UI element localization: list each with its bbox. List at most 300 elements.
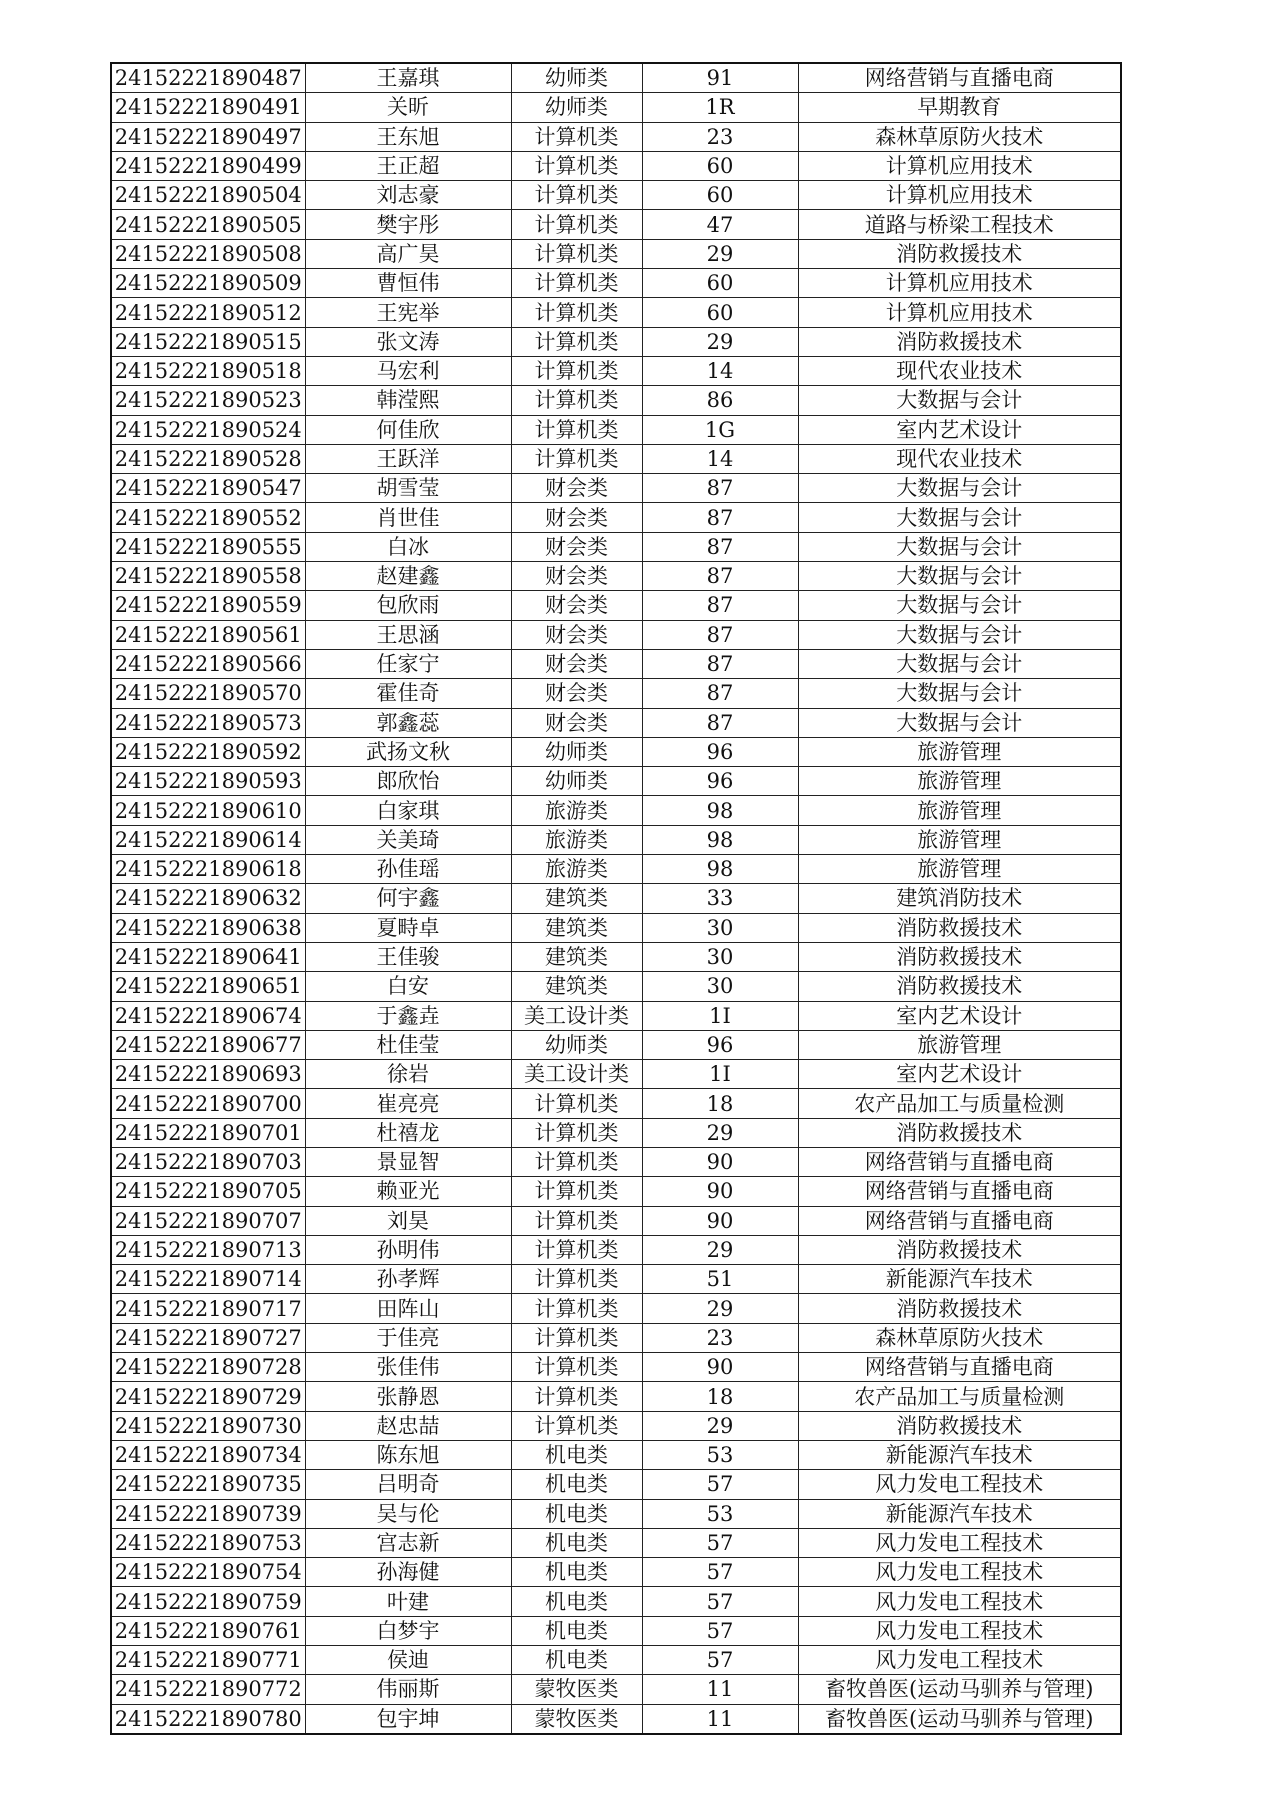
major-cell: 网络营销与直播电商 <box>798 63 1121 93</box>
major-cell: 消防救援技术 <box>798 942 1121 971</box>
table-row <box>111 913 1121 942</box>
category-cell: 计算机类 <box>511 298 642 327</box>
exam-id-cell: 24152221890618 <box>111 855 305 884</box>
table-row <box>111 63 1121 93</box>
document-page <box>110 62 1120 1735</box>
major-cell: 新能源汽车技术 <box>798 1499 1121 1528</box>
major-cell: 大数据与会计 <box>798 708 1121 737</box>
table-row <box>111 269 1121 298</box>
category-cell: 计算机类 <box>511 1323 642 1352</box>
category-cell: 计算机类 <box>511 1353 642 1382</box>
code-cell: 87 <box>642 708 798 737</box>
exam-id-cell: 24152221890491 <box>111 93 305 122</box>
category-cell: 建筑类 <box>511 913 642 942</box>
table-row <box>111 122 1121 151</box>
code-cell: 1I <box>642 1060 798 1089</box>
category-cell: 财会类 <box>511 708 642 737</box>
major-cell: 现代农业技术 <box>798 356 1121 385</box>
exam-id-cell: 24152221890499 <box>111 151 305 180</box>
major-cell: 大数据与会计 <box>798 503 1121 532</box>
table-row <box>111 1323 1121 1352</box>
student-name-cell: 徐岩 <box>305 1060 511 1089</box>
major-cell: 风力发电工程技术 <box>798 1558 1121 1587</box>
code-cell: 60 <box>642 151 798 180</box>
student-name-cell: 白冰 <box>305 532 511 561</box>
category-cell: 建筑类 <box>511 942 642 971</box>
student-name-cell: 武扬文秋 <box>305 737 511 766</box>
exam-id-cell: 24152221890524 <box>111 415 305 444</box>
category-cell: 计算机类 <box>511 1206 642 1235</box>
category-cell: 计算机类 <box>511 210 642 239</box>
major-cell: 森林草原防火技术 <box>798 122 1121 151</box>
category-cell: 财会类 <box>511 620 642 649</box>
student-name-cell: 张静恩 <box>305 1382 511 1411</box>
exam-id-cell: 24152221890705 <box>111 1177 305 1206</box>
major-cell: 风力发电工程技术 <box>798 1470 1121 1499</box>
table-row <box>111 942 1121 971</box>
table-row <box>111 972 1121 1001</box>
student-name-cell: 白梦宇 <box>305 1616 511 1645</box>
category-cell: 蒙牧医类 <box>511 1704 642 1734</box>
exam-id-cell: 24152221890610 <box>111 796 305 825</box>
exam-id-cell: 24152221890651 <box>111 972 305 1001</box>
exam-id-cell: 24152221890558 <box>111 562 305 591</box>
category-cell: 计算机类 <box>511 1382 642 1411</box>
student-name-cell: 包欣雨 <box>305 591 511 620</box>
code-cell: 29 <box>642 1294 798 1323</box>
student-name-cell: 刘志豪 <box>305 181 511 210</box>
code-cell: 96 <box>642 767 798 796</box>
table-row <box>111 1616 1121 1645</box>
category-cell: 计算机类 <box>511 444 642 473</box>
table-row <box>111 1528 1121 1557</box>
exam-id-cell: 24152221890754 <box>111 1558 305 1587</box>
major-cell: 消防救援技术 <box>798 1118 1121 1147</box>
major-cell: 旅游管理 <box>798 1030 1121 1059</box>
student-name-cell: 任家宁 <box>305 649 511 678</box>
exam-id-cell: 24152221890707 <box>111 1206 305 1235</box>
table-row <box>111 327 1121 356</box>
exam-id-cell: 24152221890555 <box>111 532 305 561</box>
code-cell: 1I <box>642 1001 798 1030</box>
code-cell: 87 <box>642 474 798 503</box>
student-name-cell: 樊宇彤 <box>305 210 511 239</box>
category-cell: 财会类 <box>511 679 642 708</box>
student-name-cell: 宫志新 <box>305 1528 511 1557</box>
code-cell: 47 <box>642 210 798 239</box>
student-name-cell: 夏畤卓 <box>305 913 511 942</box>
table-row <box>111 1587 1121 1616</box>
student-name-cell: 王嘉琪 <box>305 63 511 93</box>
table-row <box>111 767 1121 796</box>
code-cell: 29 <box>642 1235 798 1264</box>
category-cell: 财会类 <box>511 474 642 503</box>
code-cell: 90 <box>642 1206 798 1235</box>
code-cell: 29 <box>642 1411 798 1440</box>
category-cell: 机电类 <box>511 1646 642 1675</box>
major-cell: 消防救援技术 <box>798 239 1121 268</box>
major-cell: 风力发电工程技术 <box>798 1646 1121 1675</box>
student-name-cell: 何佳欣 <box>305 415 511 444</box>
code-cell: 14 <box>642 444 798 473</box>
student-name-cell: 张佳伟 <box>305 1353 511 1382</box>
category-cell: 美工设计类 <box>511 1060 642 1089</box>
table-row <box>111 415 1121 444</box>
exam-id-cell: 24152221890700 <box>111 1089 305 1118</box>
code-cell: 57 <box>642 1616 798 1645</box>
category-cell: 幼师类 <box>511 767 642 796</box>
code-cell: 57 <box>642 1587 798 1616</box>
table-row <box>111 1382 1121 1411</box>
table-row <box>111 884 1121 913</box>
major-cell: 室内艺术设计 <box>798 415 1121 444</box>
code-cell: 11 <box>642 1704 798 1734</box>
major-cell: 风力发电工程技术 <box>798 1616 1121 1645</box>
major-cell: 旅游管理 <box>798 767 1121 796</box>
category-cell: 财会类 <box>511 562 642 591</box>
major-cell: 室内艺术设计 <box>798 1001 1121 1030</box>
category-cell: 计算机类 <box>511 1235 642 1264</box>
student-name-cell: 白家琪 <box>305 796 511 825</box>
major-cell: 网络营销与直播电商 <box>798 1353 1121 1382</box>
category-cell: 财会类 <box>511 532 642 561</box>
exam-id-cell: 24152221890728 <box>111 1353 305 1382</box>
student-name-cell: 曹恒伟 <box>305 269 511 298</box>
exam-id-cell: 24152221890512 <box>111 298 305 327</box>
student-name-cell: 陈东旭 <box>305 1440 511 1469</box>
category-cell: 计算机类 <box>511 181 642 210</box>
category-cell: 财会类 <box>511 503 642 532</box>
student-name-cell: 王正超 <box>305 151 511 180</box>
exam-id-cell: 24152221890504 <box>111 181 305 210</box>
exam-id-cell: 24152221890729 <box>111 1382 305 1411</box>
major-cell: 网络营销与直播电商 <box>798 1147 1121 1176</box>
exam-id-cell: 24152221890771 <box>111 1646 305 1675</box>
major-cell: 消防救援技术 <box>798 972 1121 1001</box>
student-name-cell: 赖亚光 <box>305 1177 511 1206</box>
exam-id-cell: 24152221890573 <box>111 708 305 737</box>
table-row <box>111 1147 1121 1176</box>
major-cell: 大数据与会计 <box>798 591 1121 620</box>
exam-id-cell: 24152221890730 <box>111 1411 305 1440</box>
category-cell: 计算机类 <box>511 269 642 298</box>
major-cell: 消防救援技术 <box>798 1411 1121 1440</box>
exam-id-cell: 24152221890734 <box>111 1440 305 1469</box>
major-cell: 风力发电工程技术 <box>798 1587 1121 1616</box>
major-cell: 新能源汽车技术 <box>798 1265 1121 1294</box>
code-cell: 87 <box>642 620 798 649</box>
major-cell: 大数据与会计 <box>798 649 1121 678</box>
student-name-cell: 于鑫垚 <box>305 1001 511 1030</box>
student-name-cell: 叶建 <box>305 1587 511 1616</box>
code-cell: 53 <box>642 1499 798 1528</box>
category-cell: 计算机类 <box>511 1411 642 1440</box>
table-row <box>111 1235 1121 1264</box>
major-cell: 大数据与会计 <box>798 562 1121 591</box>
student-name-cell: 王思涵 <box>305 620 511 649</box>
code-cell: 96 <box>642 1030 798 1059</box>
code-cell: 96 <box>642 737 798 766</box>
category-cell: 幼师类 <box>511 63 642 93</box>
code-cell: 1R <box>642 93 798 122</box>
code-cell: 60 <box>642 298 798 327</box>
student-name-cell: 郭鑫蕊 <box>305 708 511 737</box>
table-row <box>111 1558 1121 1587</box>
table-row <box>111 1030 1121 1059</box>
student-name-cell: 高广昊 <box>305 239 511 268</box>
major-cell: 计算机应用技术 <box>798 298 1121 327</box>
table-row <box>111 1675 1121 1704</box>
category-cell: 财会类 <box>511 649 642 678</box>
exam-id-cell: 24152221890717 <box>111 1294 305 1323</box>
major-cell: 计算机应用技术 <box>798 269 1121 298</box>
exam-id-cell: 24152221890677 <box>111 1030 305 1059</box>
student-name-cell: 刘昊 <box>305 1206 511 1235</box>
exam-id-cell: 24152221890566 <box>111 649 305 678</box>
code-cell: 90 <box>642 1147 798 1176</box>
exam-id-cell: 24152221890509 <box>111 269 305 298</box>
student-name-cell: 关昕 <box>305 93 511 122</box>
exam-id-cell: 24152221890753 <box>111 1528 305 1557</box>
table-row <box>111 796 1121 825</box>
category-cell: 建筑类 <box>511 884 642 913</box>
exam-id-cell: 24152221890515 <box>111 327 305 356</box>
table-row <box>111 679 1121 708</box>
code-cell: 98 <box>642 796 798 825</box>
exam-id-cell: 24152221890505 <box>111 210 305 239</box>
table-row <box>111 532 1121 561</box>
student-name-cell: 张文涛 <box>305 327 511 356</box>
category-cell: 旅游类 <box>511 796 642 825</box>
major-cell: 消防救援技术 <box>798 1294 1121 1323</box>
student-name-cell: 赵建鑫 <box>305 562 511 591</box>
exam-id-cell: 24152221890593 <box>111 767 305 796</box>
exam-id-cell: 24152221890759 <box>111 1587 305 1616</box>
category-cell: 建筑类 <box>511 972 642 1001</box>
code-cell: 57 <box>642 1528 798 1557</box>
major-cell: 大数据与会计 <box>798 620 1121 649</box>
table-row <box>111 1060 1121 1089</box>
code-cell: 18 <box>642 1382 798 1411</box>
table-row <box>111 239 1121 268</box>
exam-id-cell: 24152221890727 <box>111 1323 305 1352</box>
major-cell: 消防救援技术 <box>798 327 1121 356</box>
table-row <box>111 298 1121 327</box>
exam-id-cell: 24152221890547 <box>111 474 305 503</box>
student-name-cell: 郎欣怡 <box>305 767 511 796</box>
student-name-cell: 关美琦 <box>305 825 511 854</box>
student-name-cell: 霍佳奇 <box>305 679 511 708</box>
table-row <box>111 444 1121 473</box>
code-cell: 23 <box>642 1323 798 1352</box>
student-name-cell: 景显智 <box>305 1147 511 1176</box>
category-cell: 计算机类 <box>511 1147 642 1176</box>
code-cell: 30 <box>642 972 798 1001</box>
major-cell: 旅游管理 <box>798 855 1121 884</box>
table-row <box>111 1704 1121 1734</box>
code-cell: 87 <box>642 591 798 620</box>
exam-id-cell: 24152221890714 <box>111 1265 305 1294</box>
category-cell: 机电类 <box>511 1470 642 1499</box>
code-cell: 11 <box>642 1675 798 1704</box>
student-name-cell: 王佳骏 <box>305 942 511 971</box>
student-name-cell: 侯迪 <box>305 1646 511 1675</box>
category-cell: 旅游类 <box>511 855 642 884</box>
student-name-cell: 王东旭 <box>305 122 511 151</box>
table-row <box>111 620 1121 649</box>
code-cell: 87 <box>642 503 798 532</box>
major-cell: 大数据与会计 <box>798 679 1121 708</box>
code-cell: 18 <box>642 1089 798 1118</box>
student-roster-table <box>110 62 1122 1735</box>
student-name-cell: 何宇鑫 <box>305 884 511 913</box>
exam-id-cell: 24152221890701 <box>111 1118 305 1147</box>
table-row <box>111 1001 1121 1030</box>
category-cell: 机电类 <box>511 1499 642 1528</box>
category-cell: 计算机类 <box>511 1294 642 1323</box>
table-row <box>111 1294 1121 1323</box>
major-cell: 早期教育 <box>798 93 1121 122</box>
student-name-cell: 伟丽斯 <box>305 1675 511 1704</box>
major-cell: 畜牧兽医(运动马驯养与管理) <box>798 1675 1121 1704</box>
code-cell: 57 <box>642 1470 798 1499</box>
category-cell: 计算机类 <box>511 1177 642 1206</box>
table-row <box>111 708 1121 737</box>
exam-id-cell: 24152221890703 <box>111 1147 305 1176</box>
category-cell: 幼师类 <box>511 737 642 766</box>
exam-id-cell: 24152221890561 <box>111 620 305 649</box>
exam-id-cell: 24152221890641 <box>111 942 305 971</box>
major-cell: 森林草原防火技术 <box>798 1323 1121 1352</box>
table-row <box>111 649 1121 678</box>
code-cell: 29 <box>642 1118 798 1147</box>
category-cell: 计算机类 <box>511 327 642 356</box>
student-name-cell: 吴与伦 <box>305 1499 511 1528</box>
table-row <box>111 151 1121 180</box>
table-row <box>111 855 1121 884</box>
code-cell: 98 <box>642 825 798 854</box>
table-row <box>111 1440 1121 1469</box>
exam-id-cell: 24152221890552 <box>111 503 305 532</box>
exam-id-cell: 24152221890735 <box>111 1470 305 1499</box>
student-name-cell: 孙明伟 <box>305 1235 511 1264</box>
table-row <box>111 1206 1121 1235</box>
code-cell: 30 <box>642 942 798 971</box>
category-cell: 幼师类 <box>511 93 642 122</box>
table-row <box>111 1353 1121 1382</box>
table-row <box>111 1646 1121 1675</box>
category-cell: 计算机类 <box>511 386 642 415</box>
table-row <box>111 825 1121 854</box>
category-cell: 财会类 <box>511 591 642 620</box>
major-cell: 室内艺术设计 <box>798 1060 1121 1089</box>
code-cell: 57 <box>642 1558 798 1587</box>
major-cell: 建筑消防技术 <box>798 884 1121 913</box>
code-cell: 60 <box>642 181 798 210</box>
major-cell: 消防救援技术 <box>798 913 1121 942</box>
major-cell: 消防救援技术 <box>798 1235 1121 1264</box>
code-cell: 14 <box>642 356 798 385</box>
table-row <box>111 737 1121 766</box>
category-cell: 计算机类 <box>511 151 642 180</box>
code-cell: 90 <box>642 1353 798 1382</box>
table-row <box>111 562 1121 591</box>
code-cell: 57 <box>642 1646 798 1675</box>
exam-id-cell: 24152221890528 <box>111 444 305 473</box>
code-cell: 23 <box>642 122 798 151</box>
category-cell: 蒙牧医类 <box>511 1675 642 1704</box>
code-cell: 29 <box>642 239 798 268</box>
code-cell: 53 <box>642 1440 798 1469</box>
code-cell: 29 <box>642 327 798 356</box>
table-row <box>111 474 1121 503</box>
student-name-cell: 肖世佳 <box>305 503 511 532</box>
major-cell: 畜牧兽医(运动马驯养与管理) <box>798 1704 1121 1734</box>
code-cell: 87 <box>642 679 798 708</box>
code-cell: 51 <box>642 1265 798 1294</box>
student-name-cell: 孙孝辉 <box>305 1265 511 1294</box>
exam-id-cell: 24152221890632 <box>111 884 305 913</box>
category-cell: 旅游类 <box>511 825 642 854</box>
category-cell: 计算机类 <box>511 415 642 444</box>
code-cell: 30 <box>642 913 798 942</box>
student-name-cell: 王宪举 <box>305 298 511 327</box>
student-name-cell: 赵忠喆 <box>305 1411 511 1440</box>
student-name-cell: 杜佳莹 <box>305 1030 511 1059</box>
student-name-cell: 崔亮亮 <box>305 1089 511 1118</box>
roster-table-body <box>111 63 1121 1734</box>
student-name-cell: 胡雪莹 <box>305 474 511 503</box>
major-cell: 大数据与会计 <box>798 532 1121 561</box>
major-cell: 旅游管理 <box>798 737 1121 766</box>
category-cell: 机电类 <box>511 1440 642 1469</box>
exam-id-cell: 24152221890559 <box>111 591 305 620</box>
student-name-cell: 田阵山 <box>305 1294 511 1323</box>
code-cell: 98 <box>642 855 798 884</box>
exam-id-cell: 24152221890780 <box>111 1704 305 1734</box>
table-row <box>111 1470 1121 1499</box>
exam-id-cell: 24152221890693 <box>111 1060 305 1089</box>
student-name-cell: 马宏利 <box>305 356 511 385</box>
exam-id-cell: 24152221890739 <box>111 1499 305 1528</box>
student-name-cell: 王跃洋 <box>305 444 511 473</box>
major-cell: 风力发电工程技术 <box>798 1528 1121 1557</box>
category-cell: 幼师类 <box>511 1030 642 1059</box>
student-name-cell: 包宇坤 <box>305 1704 511 1734</box>
major-cell: 大数据与会计 <box>798 386 1121 415</box>
code-cell: 1G <box>642 415 798 444</box>
code-cell: 33 <box>642 884 798 913</box>
table-row <box>111 1411 1121 1440</box>
table-row <box>111 503 1121 532</box>
category-cell: 计算机类 <box>511 1118 642 1147</box>
major-cell: 现代农业技术 <box>798 444 1121 473</box>
category-cell: 机电类 <box>511 1616 642 1645</box>
student-name-cell: 孙海健 <box>305 1558 511 1587</box>
student-name-cell: 韩滢熙 <box>305 386 511 415</box>
category-cell: 计算机类 <box>511 1265 642 1294</box>
code-cell: 87 <box>642 649 798 678</box>
category-cell: 机电类 <box>511 1558 642 1587</box>
major-cell: 计算机应用技术 <box>798 151 1121 180</box>
exam-id-cell: 24152221890508 <box>111 239 305 268</box>
table-row <box>111 1089 1121 1118</box>
exam-id-cell: 24152221890638 <box>111 913 305 942</box>
exam-id-cell: 24152221890592 <box>111 737 305 766</box>
table-row <box>111 1499 1121 1528</box>
exam-id-cell: 24152221890772 <box>111 1675 305 1704</box>
exam-id-cell: 24152221890713 <box>111 1235 305 1264</box>
